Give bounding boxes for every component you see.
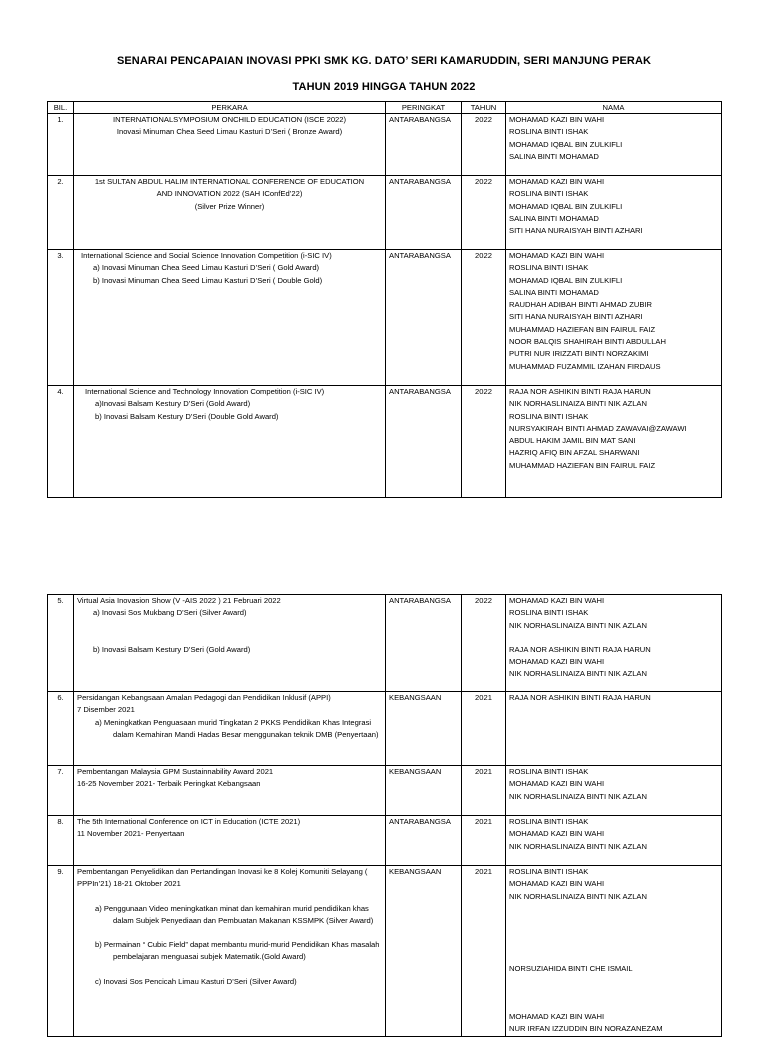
- row-nama: MOHAMAD KAZI BIN WAHI ROSLINA BINTI ISHAK NIK NORHASLINAIZA BINTI NIK AZLAN RAJA NOR ASHIKIN BINTI RAJA HARUN MOHAMAD KAZI BIN WAHI NIK NORHASLINAIZA BINTI NIK AZLAN: [506, 595, 722, 692]
- row-peringkat: KEBANGSAAN: [386, 692, 462, 766]
- row-nama: MOHAMAD KAZI BIN WAHI ROSLINA BINTI ISHAK MOHAMAD IQBAL BIN ZULKIFLI SALINA BINTI MOHAMAD: [506, 114, 722, 176]
- row-bil: 6.: [48, 692, 74, 766]
- row-peringkat: ANTARABANGSA: [386, 250, 462, 386]
- row-bil: 3.: [48, 250, 74, 386]
- row-bil: 1.: [48, 114, 74, 176]
- table-row: [48, 250, 722, 386]
- row-bil: 4.: [48, 386, 74, 498]
- row-peringkat: KEBANGSAAN: [386, 766, 462, 816]
- achievement-table-1: [47, 101, 722, 498]
- row-tahun: 2022: [462, 250, 506, 386]
- row-bil: 2.: [48, 176, 74, 250]
- row-perkara: Persidangan Kebangsaan Amalan Pedagogi dan Pendidikan Inklusif (APPI) 7 Disember 2021 a) Meningkatkan Penguasaan murid Tingkatan 2 PKKS Pendidikan Khas Integrasi dalam Kemahiran Mandi Hadas Besar menggunakan teknik DMB (Penyertaan): [74, 692, 386, 766]
- row-perkara: Pembentangan Malaysia GPM Sustainnability Award 2021 16-25 November 2021- Terbaik Peringkat Kebangsaan: [74, 766, 386, 816]
- table-row: [48, 386, 722, 498]
- row-tahun: 2021: [462, 692, 506, 766]
- table-row: [48, 176, 722, 250]
- table-header-row: [48, 102, 722, 114]
- row-peringkat: KEBANGSAAN: [386, 866, 462, 1037]
- row-peringkat: ANTARABANGSA: [386, 176, 462, 250]
- row-bil: 8.: [48, 816, 74, 866]
- document-subtitle: TAHUN 2019 HINGGA TAHUN 2022: [292, 81, 476, 93]
- row-perkara: International Science and Technology Innovation Competition (i-SIC IV) a)Inovasi Balsam Kestury D’Seri (Gold Award) b) Inovasi Balsam Kestury D’Seri (Double Gold Award): [74, 386, 386, 498]
- row-peringkat: ANTARABANGSA: [386, 816, 462, 866]
- table-row: [48, 692, 722, 766]
- row-tahun: 2022: [462, 386, 506, 498]
- row-perkara: International Science and Social Science Innovation Competition (i-SIC IV) a) Inovasi Minuman Chea Seed Limau Kasturi D’Seri ( Gold Award) b) Inovasi Minuman Chea Seed Limau Kasturi D’Seri ( Double Gold): [74, 250, 386, 386]
- row-bil: 5.: [48, 595, 74, 692]
- row-bil: 9.: [48, 866, 74, 1037]
- table-row: [48, 816, 722, 866]
- row-perkara: Virtual Asia Inovasion Show (V -AIS 2022 ) 21 Februari 2022 a) Inovasi Sos Mukbang D’Seri (Silver Award) b) Inovasi Balsam Kestury D’Seri (Gold Award): [74, 595, 386, 692]
- table-row: [48, 114, 722, 176]
- table-row: [48, 766, 722, 816]
- row-nama: ROSLINA BINTI ISHAK MOHAMAD KAZI BIN WAHI NIK NORHASLINAIZA BINTI NIK AZLAN NORSUZIAHIDA BINTI CHE ISMAIL MOHAMAD KAZI BIN WAHI NUR IRFAN IZZUDDIN BIN NORAZANEZAM: [506, 866, 722, 1037]
- row-perkara: 1st SULTAN ABDUL HALIM INTERNATIONAL CONFERENCE OF EDUCATION AND INNOVATION 2022 (SAH IConfEd’22) (Silver Prize Winner): [74, 176, 386, 250]
- row-perkara: Pembentangan Penyelidikan dan Pertandingan Inovasi ke 8 Kolej Komuniti Selayang ( PPPIn’21) 18-21 Oktober 2021 a) Penggunaan Video meningkatkan minat dan kemahiran murid pendidikan khas dalam Subjek Penyediaan dan Pembuatan Makanan KSSMPK (Silver Award) b) Permainan “ Cubic Field” dapat membantu murid-murid Pendidikan Khas masalah pembelajaran menguasai subjek Matematik.(Gold Award) c) Inovasi Sos Pencicah Limau Kasturi D’Seri (Silver Award): [74, 866, 386, 1037]
- row-peringkat: ANTARABANGSA: [386, 595, 462, 692]
- row-nama: RAJA NOR ASHIKIN BINTI RAJA HARUN NIK NORHASLINAIZA BINTI NIK AZLAN ROSLINA BINTI ISHAK NURSYAKIRAH BINTI AHMAD ZAWAVAI@ZAWAWI ABDUL HAKIM JAMIL BIN MAT SANI HAZRIQ AFIQ BIN AFZAL SHARWANI MUHAMMAD HAZIEFAN BIN FAIRUL FAIZ: [506, 386, 722, 498]
- header-tahun: TAHUN: [462, 102, 506, 114]
- table-row: [48, 595, 722, 692]
- row-peringkat: ANTARABANGSA: [386, 114, 462, 176]
- row-tahun: 2021: [462, 866, 506, 1037]
- row-perkara: INTERNATIONALSYMPOSIUM ONCHILD EDUCATION (ISCE 2022) Inovasi Minuman Chea Seed Limau Kasturi D’Seri ( Bronze Award): [74, 114, 386, 176]
- header-perkara: PERKARA: [74, 102, 386, 114]
- table-row: [48, 866, 722, 1037]
- row-peringkat: ANTARABANGSA: [386, 386, 462, 498]
- row-perkara: The 5th International Conference on ICT in Education (ICTE 2021) 11 November 2021- Penyertaan: [74, 816, 386, 866]
- row-bil: 7.: [48, 766, 74, 816]
- row-nama: MOHAMAD KAZI BIN WAHI ROSLINA BINTI ISHAK MOHAMAD IQBAL BIN ZULKIFLI SALINA BINTI MOHAMAD SITI HANA NURAISYAH BINTI AZHARI: [506, 176, 722, 250]
- achievement-table-2: [47, 594, 722, 1037]
- row-nama: MOHAMAD KAZI BIN WAHI ROSLINA BINTI ISHAK MOHAMAD IQBAL BIN ZULKIFLI SALINA BINTI MOHAMAD RAUDHAH ADIBAH BINTI AHMAD ZUBIR SITI HANA NURAISYAH BINTI AZHARI MUHAMMAD HAZIEFAN BIN FAIRUL FAIZ NOOR BALQIS SHAHIRAH BINTI ABDULLAH PUTRI NUR IRIZZATI BINTI NORZAKIMI MUHAMMAD FUZAMMIL IZAHAN FIRDAUS: [506, 250, 722, 386]
- header-bil: BIL.: [48, 102, 74, 114]
- row-tahun: 2022: [462, 114, 506, 176]
- row-tahun: 2022: [462, 176, 506, 250]
- row-nama: RAJA NOR ASHIKIN BINTI RAJA HARUN: [506, 692, 722, 766]
- row-tahun: 2021: [462, 766, 506, 816]
- row-nama: ROSLINA BINTI ISHAK MOHAMAD KAZI BIN WAHI NIK NORHASLINAIZA BINTI NIK AZLAN: [506, 816, 722, 866]
- header-nama: NAMA: [506, 102, 722, 114]
- header-peringkat: PERINGKAT: [386, 102, 462, 114]
- row-nama: ROSLINA BINTI ISHAK MOHAMAD KAZI BIN WAHI NIK NORHASLINAIZA BINTI NIK AZLAN: [506, 766, 722, 816]
- row-tahun: 2021: [462, 816, 506, 866]
- row-tahun: 2022: [462, 595, 506, 692]
- document-title: SENARAI PENCAPAIAN INOVASI PPKI SMK KG. DATO’ SERI KAMARUDDIN, SERI MANJUNG PERAK: [116, 55, 652, 67]
